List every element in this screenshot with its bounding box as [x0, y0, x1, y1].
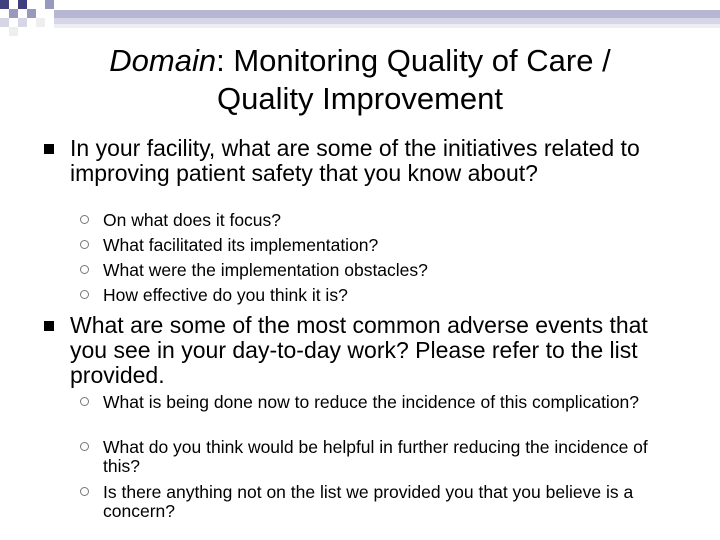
header-decoration: [0, 0, 720, 40]
circle-bullet-icon: [80, 215, 89, 224]
sub-bullet-text: Is there anything not on the list we provided you that you believe is a concern?: [103, 482, 634, 521]
sub-bullet-text: What do you think would be helpful in further reducing the incidence of this?: [103, 437, 648, 476]
bullet-1-text: In your facility, what are some of the initiatives related to improving patient safety that you know about?: [70, 135, 640, 186]
title-line2: Quality Improvement: [217, 81, 503, 116]
bullet-1: [70, 136, 670, 186]
bullet-2-text: What are some of the most common adverse events that you see in your day-to-day work? Please refer to the list provided.: [70, 312, 648, 388]
sub-bullet-2-2: [103, 438, 663, 476]
slide-title: [40, 42, 680, 118]
sub-bullet-2-1: [103, 393, 663, 412]
circle-bullet-icon: [80, 397, 89, 406]
circle-bullet-icon: [80, 265, 89, 274]
circle-bullet-icon: [80, 442, 89, 451]
sub-bullet-1-1: [103, 211, 663, 230]
circle-bullet-icon: [80, 487, 89, 496]
sub-bullet-text: On what does it focus?: [103, 210, 282, 230]
title-domain-word: Domain: [109, 43, 217, 78]
sub-bullet-1-2: [103, 236, 663, 255]
sub-bullet-1-3: [103, 261, 663, 280]
sub-bullet-text: What facilitated its implementation?: [103, 235, 379, 255]
sub-bullet-1-4: [103, 286, 663, 305]
circle-bullet-icon: [80, 290, 89, 299]
square-bullet-icon: [44, 144, 54, 154]
circle-bullet-icon: [80, 240, 89, 249]
sub-bullet-text: What were the implementation obstacles?: [103, 260, 428, 280]
sub-bullet-text: What is being done now to reduce the incidence of this complication?: [103, 392, 640, 412]
bullet-2: [70, 313, 670, 388]
sub-bullet-2-3: [103, 483, 663, 521]
square-bullet-icon: [44, 321, 54, 331]
sub-bullet-text: How effective do you think it is?: [103, 285, 348, 305]
title-line1-rest: : Monitoring Quality of Care /: [216, 43, 611, 78]
